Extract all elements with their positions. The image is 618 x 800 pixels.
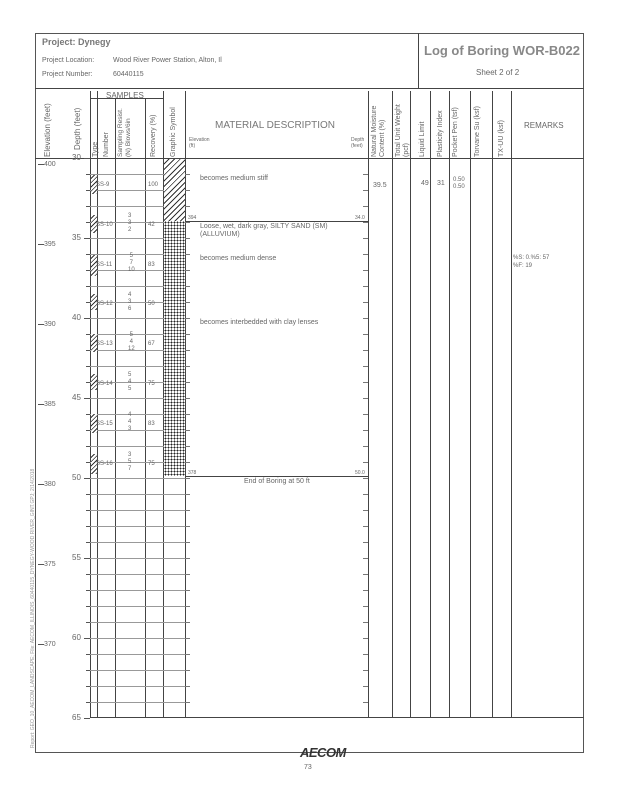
grid-row-line [363, 558, 368, 559]
col-sep-moisture [392, 91, 393, 718]
grid-row-line [185, 222, 190, 223]
header-divider [35, 88, 584, 89]
grid-row-line [185, 174, 190, 175]
remarks-value: %S: 0.%5: 57 %F: 19 [513, 255, 550, 269]
grid-row-line [185, 366, 190, 367]
sample-blows: 4 3 6 [128, 292, 132, 312]
grid-row-line [185, 606, 190, 607]
grid-row-line [363, 702, 368, 703]
elevation-label: 395 [44, 241, 56, 248]
sample-blows: 3 5 7 [128, 452, 132, 472]
grid-row-line [363, 462, 368, 463]
aecom-logo: AECOM [300, 745, 346, 760]
grid-row-line [363, 286, 368, 287]
description-text: Loose, wet, dark gray, SILTY SAND (SM) (ALLUVIUM) [200, 223, 328, 238]
grid-row-line [90, 494, 185, 495]
grid-row-line [90, 686, 185, 687]
description-elevation: 378 [188, 470, 197, 476]
col-sep-number [115, 98, 116, 718]
col-header-moisture: Natural Moisture Content (%) [371, 105, 386, 157]
log-title: Log of Boring WOR-B022 [424, 43, 580, 58]
project-location-value: Wood River Power Station, Alton, Il [113, 57, 222, 64]
col-header-weight: Total Unit Weight (pcf) [395, 104, 410, 157]
grid-row-line [90, 654, 185, 655]
grid-row-line [185, 526, 190, 527]
depth-tick [84, 158, 90, 159]
sheet-number: Sheet 2 of 2 [476, 68, 520, 77]
grid-row-line [185, 270, 190, 271]
grid-row-line [90, 478, 185, 479]
grid-row-line [185, 318, 190, 319]
grid-row-line [363, 430, 368, 431]
sample-recovery: 50 [148, 301, 155, 307]
depth-label: 40 [72, 313, 81, 322]
grid-row-line [185, 462, 190, 463]
col-sep-weight [410, 91, 411, 718]
grid-row-line [185, 686, 190, 687]
grid-row-line [185, 590, 190, 591]
project-number-label: Project Number: [42, 71, 93, 78]
sample-id: SS-9 [96, 182, 110, 188]
grid-row-line [363, 334, 368, 335]
col-header-txuu: TX-UU (ksf) [498, 120, 505, 157]
sample-blows: 5 4 12 [128, 332, 135, 352]
grid-row-line [363, 574, 368, 575]
elevation-label: 375 [44, 561, 56, 568]
col-sep-pi [449, 91, 450, 718]
grid-row-line [363, 382, 368, 383]
grid-row-line [90, 526, 185, 527]
col-sep-pp [470, 91, 471, 718]
header-split [418, 33, 419, 88]
col-sep-ll [430, 91, 431, 718]
moisture-value: 39.5 [373, 182, 387, 189]
grid-row-line [90, 622, 185, 623]
grid-row-line [363, 622, 368, 623]
silty-sand-graphic [164, 221, 185, 476]
grid-row-line [363, 526, 368, 527]
grid-row-line [185, 654, 190, 655]
grid-row-line [363, 350, 368, 351]
depth-label: 45 [72, 393, 81, 402]
grid-row-line [363, 510, 368, 511]
depth-label: 30 [72, 153, 81, 162]
grid-row-line [363, 238, 368, 239]
col-header-blows: Sampling Resist. (N) Blows/6in [117, 108, 132, 157]
grid-row-line [185, 638, 190, 639]
grid-row-line [363, 494, 368, 495]
sample-id: SS-12 [96, 301, 113, 307]
elevation-label: 380 [44, 481, 56, 488]
footer-line-right [360, 752, 471, 753]
pocket-pen-value: 0.50 0.50 [453, 177, 465, 190]
sample-id: SS-13 [96, 341, 113, 347]
col-sep-txuu [511, 91, 512, 718]
description-text: becomes medium dense [200, 255, 277, 262]
grid-row-line [363, 414, 368, 415]
grid-row-line [363, 270, 368, 271]
stratum-boundary [185, 476, 368, 477]
grid-row-line [363, 206, 368, 207]
grid-row-line [185, 382, 190, 383]
stratum-boundary [185, 221, 368, 222]
grid-row-line [185, 334, 190, 335]
sample-id: SS-15 [96, 421, 113, 427]
project-number-value: 60440115 [113, 71, 144, 78]
grid-row-line [185, 478, 190, 479]
plasticity-value: 31 [437, 180, 445, 187]
depth-label: 60 [72, 633, 81, 642]
grid-row-line [363, 174, 368, 175]
grid-row-line [363, 222, 368, 223]
column-header-divider [35, 158, 584, 159]
report-side-note: Report: GEO_10_AECOM_LANDSCAPE; File: AECOM_ILLINOIS_60440115_DYNEGY-WOOD RIVER_GINT.GPJ; 2/14/2018 [30, 468, 36, 748]
grid-row-line [363, 302, 368, 303]
grid-row-line [90, 702, 185, 703]
col-sep-material [368, 91, 369, 718]
description-depth: 50.0 [355, 470, 365, 476]
grid-row-line [363, 318, 368, 319]
sample-id: SS-10 [96, 222, 113, 228]
elevation-label: 385 [44, 401, 56, 408]
sample-recovery: 75 [148, 381, 155, 387]
material-elevation-sub: Elevation (ft) [189, 137, 210, 149]
col-header-elevation: Elevation (feet) [43, 103, 52, 157]
depth-label: 65 [72, 713, 81, 722]
col-header-pocket-pen: Pocket Pen (tsf) [452, 107, 459, 157]
footer-line-left [185, 752, 293, 753]
grid-row-line [185, 494, 190, 495]
depth-label: 55 [72, 553, 81, 562]
elevation-label: 390 [44, 321, 56, 328]
sample-id: SS-11 [96, 262, 113, 268]
grid-row-line [363, 542, 368, 543]
grid-row-line [185, 398, 190, 399]
samples-group-label: SAMPLES [106, 91, 144, 100]
grid-row-line [363, 654, 368, 655]
sample-recovery: 83 [148, 262, 155, 268]
depth-label: 35 [72, 233, 81, 242]
grid-row-line [363, 686, 368, 687]
col-header-plasticity: Plasticity Index [437, 110, 444, 157]
grid-row-line [185, 574, 190, 575]
sample-blows: 5 7 10 [128, 253, 135, 273]
grid-row-line [90, 638, 185, 639]
sample-recovery: 67 [148, 341, 155, 347]
grid-row-line [185, 206, 190, 207]
grid-row-line [185, 558, 190, 559]
sample-id: SS-16 [96, 461, 113, 467]
grid-row-line [185, 190, 190, 191]
project-location-label: Project Location: [42, 57, 95, 64]
log-bottom-line [90, 717, 584, 718]
grid-row-line [363, 590, 368, 591]
col-header-number: Number [103, 132, 110, 157]
description-text: becomes interbedded with clay lenses [200, 319, 319, 326]
liquid-limit-value: 49 [421, 180, 429, 187]
grid-row-line [363, 366, 368, 367]
sample-blows: 4 4 3 [128, 412, 132, 432]
col-header-depth: Depth (feet) [73, 107, 82, 150]
end-of-boring: End of Boring at 50 ft [244, 478, 310, 485]
grid-row-line [185, 670, 190, 671]
grid-row-line [90, 542, 185, 543]
grid-row-line [90, 670, 185, 671]
grid-row-line [185, 446, 190, 447]
col-sep-torvane [492, 91, 493, 718]
col-sep-blows [145, 98, 146, 718]
grid-row-line [363, 190, 368, 191]
material-depth-sub: Depth (feet) [351, 137, 365, 149]
grid-row-line [363, 670, 368, 671]
grid-row-line [90, 510, 185, 511]
description-depth: 34.0 [355, 215, 365, 221]
grid-row-line [363, 606, 368, 607]
grid-row-line [90, 558, 185, 559]
grid-row-line [363, 254, 368, 255]
grid-row-line [363, 478, 368, 479]
grid-row-line [90, 574, 185, 575]
sample-recovery: 83 [148, 421, 155, 427]
col-sep-graphic [185, 91, 186, 718]
grid-row-line [185, 286, 190, 287]
grid-row-line [185, 254, 190, 255]
grid-row-line [185, 350, 190, 351]
sample-recovery: 42 [148, 222, 155, 228]
sample-id: SS-14 [96, 381, 113, 387]
grid-row-line [363, 638, 368, 639]
sample-recovery: 100 [148, 182, 159, 188]
depth-label: 50 [72, 473, 81, 482]
grid-row-line [185, 510, 190, 511]
grid-row-line [363, 446, 368, 447]
grid-row-line [185, 430, 190, 431]
grid-row-line [185, 414, 190, 415]
sample-blows: 3 3 2 [128, 213, 132, 233]
elevation-label: 400 [44, 161, 56, 168]
description-elevation: 394 [188, 215, 197, 221]
grid-row-line [185, 238, 190, 239]
col-header-liquid-limit: Liquid Limit [419, 121, 426, 157]
sample-recovery: 75 [148, 461, 155, 467]
material-description-title: MATERIAL DESCRIPTION [215, 120, 336, 131]
col-header-graphic: Graphic Symbol [170, 107, 177, 157]
description-text: becomes medium stiff [200, 175, 268, 182]
page-number: 73 [304, 764, 312, 771]
col-header-type: Type [92, 141, 99, 157]
col-header-recovery: Recovery (%) [150, 114, 157, 157]
grid-row-line [90, 590, 185, 591]
grid-row-line [185, 702, 190, 703]
project-title: Project: Dynegy [42, 37, 111, 47]
grid-row-line [185, 302, 190, 303]
grid-row-line [185, 622, 190, 623]
grid-row-line [363, 398, 368, 399]
sample-blows: 5 4 5 [128, 372, 132, 392]
clay-graphic [164, 159, 185, 221]
grid-row-line [185, 542, 190, 543]
grid-row-line [90, 606, 185, 607]
col-header-torvane: Torvane Su (ksf) [474, 106, 481, 157]
col-header-remarks: REMARKS [524, 121, 564, 130]
depth-tick [84, 718, 90, 719]
elevation-label: 370 [44, 641, 56, 648]
